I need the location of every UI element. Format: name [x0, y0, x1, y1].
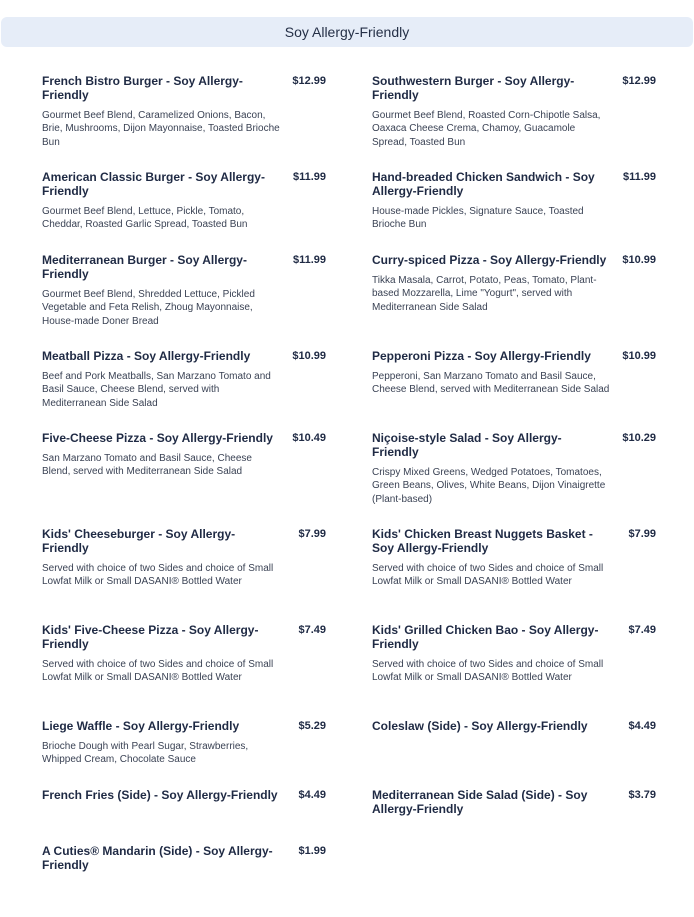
- item-description: Brioche Dough with Pearl Sugar, Strawberries, Whipped Cream, Chocolate Sauce: [42, 741, 249, 766]
- menu-item[interactable]: [372, 253, 656, 349]
- item-name: Meatball Pizza - Soy Allergy-Friendly: [42, 349, 251, 363]
- item-name: A Cuties® Mandarin (Side) - Soy Allergy-Friendly: [42, 844, 273, 872]
- item-description: Served with choice of two Sides and choice of Small Lowfat Milk or Small DASANI® Bottled Water: [372, 563, 604, 588]
- item-price: $10.49: [292, 432, 326, 444]
- menu-item[interactable]: [42, 431, 326, 527]
- section-header: [1, 17, 693, 47]
- item-name: American Classic Burger - Soy Allergy-Friendly: [42, 170, 265, 198]
- item-name: Hand-breaded Chicken Sandwich - Soy Allergy-Friendly: [372, 170, 595, 198]
- item-description: Crispy Mixed Greens, Wedged Potatoes, Tomatoes, Green Beans, Olives, White Beans, Dijon Vinaigrette (Plant-based): [372, 467, 606, 505]
- item-price: $11.99: [292, 171, 326, 183]
- item-name: Niçoise-style Salad - Soy Allergy-Friendly: [372, 431, 562, 459]
- menu-item[interactable]: [372, 74, 656, 170]
- item-description: Pepperoni, San Marzano Tomato and Basil Sauce, Cheese Blend, served with Mediterranean Side Salad: [372, 371, 610, 396]
- item-price: $11.99: [292, 254, 326, 266]
- item-description: San Marzano Tomato and Basil Sauce, Cheese Blend, served with Mediterranean Side Salad: [42, 453, 252, 478]
- item-name: French Bistro Burger - Soy Allergy-Friendly: [42, 74, 243, 102]
- item-description: Gourmet Beef Blend, Shredded Lettuce, Pickled Vegetable and Feta Relish, Zhoug Mayonnaise, House-made Doner Bread: [42, 289, 255, 327]
- item-name: Kids' Five-Cheese Pizza - Soy Allergy-Friendly: [42, 623, 259, 651]
- item-price: $10.99: [622, 350, 656, 362]
- menu-item[interactable]: [42, 349, 326, 431]
- item-price: $7.49: [298, 624, 326, 636]
- menu-item[interactable]: [42, 74, 326, 170]
- item-name: French Fries (Side) - Soy Allergy-Friendly: [42, 788, 278, 802]
- item-name: Kids' Chicken Breast Nuggets Basket - Soy Allergy-Friendly: [372, 527, 593, 555]
- menu-item[interactable]: [42, 253, 326, 349]
- item-name: Curry-spiced Pizza - Soy Allergy-Friendly: [372, 253, 607, 267]
- item-name: Kids' Grilled Chicken Bao - Soy Allergy-Friendly: [372, 623, 599, 651]
- item-price: $4.49: [298, 789, 326, 801]
- item-price: $7.99: [298, 528, 326, 540]
- item-description: Served with choice of two Sides and choice of Small Lowfat Milk or Small DASANI® Bottled Water: [42, 563, 274, 588]
- item-name: Southwestern Burger - Soy Allergy-Friendly: [372, 74, 575, 102]
- item-price: $12.99: [622, 75, 656, 87]
- menu-item[interactable]: [372, 170, 656, 253]
- item-name: Coleslaw (Side) - Soy Allergy-Friendly: [372, 719, 588, 733]
- item-description: Gourmet Beef Blend, Roasted Corn-Chipotle Salsa, Oaxaca Cheese Crema, Chamoy, Guacamole Spread, Toasted Bun: [372, 110, 601, 148]
- item-description: Served with choice of two Sides and choice of Small Lowfat Milk or Small DASANI® Bottled Water: [42, 659, 274, 684]
- menu-item[interactable]: [372, 527, 656, 623]
- menu-item[interactable]: [42, 170, 326, 253]
- item-price: $10.99: [622, 254, 656, 266]
- menu-item[interactable]: [42, 788, 326, 844]
- item-name: Pepperoni Pizza - Soy Allergy-Friendly: [372, 349, 591, 363]
- menu-item[interactable]: [42, 844, 326, 884]
- item-price: $10.29: [622, 432, 656, 444]
- item-name: Mediterranean Side Salad (Side) - Soy Allergy-Friendly: [372, 788, 588, 816]
- item-description: Gourmet Beef Blend, Caramelized Onions, Bacon, Brie, Mushrooms, Dijon Mayonnaise, Toasted Brioche Bun: [42, 110, 280, 148]
- item-description: Tikka Masala, Carrot, Potato, Peas, Tomato, Plant-based Mozzarella, Lime "Yogurt", served with Mediterranean Side Salad: [372, 275, 597, 313]
- item-name: Liege Waffle - Soy Allergy-Friendly: [42, 719, 240, 733]
- item-price: $4.49: [628, 720, 656, 732]
- item-price: $7.99: [628, 528, 656, 540]
- item-description: House-made Pickles, Signature Sauce, Toasted Brioche Bun: [372, 206, 584, 231]
- item-price: $12.99: [292, 75, 326, 87]
- menu-item[interactable]: [42, 719, 326, 788]
- menu-item[interactable]: [372, 719, 656, 788]
- menu-item[interactable]: [372, 349, 656, 431]
- item-price: $10.99: [292, 350, 326, 362]
- item-price: $11.99: [622, 171, 656, 183]
- item-description: Gourmet Beef Blend, Lettuce, Pickle, Tomato, Cheddar, Roasted Garlic Spread, Toasted Bun: [42, 206, 248, 231]
- menu-item[interactable]: [372, 623, 656, 719]
- item-description: Served with choice of two Sides and choice of Small Lowfat Milk or Small DASANI® Bottled Water: [372, 659, 604, 684]
- menu-item[interactable]: [372, 788, 656, 844]
- menu-item[interactable]: [42, 527, 326, 623]
- section-title: Soy Allergy-Friendly: [284, 24, 410, 40]
- item-description: Beef and Pork Meatballs, San Marzano Tomato and Basil Sauce, Cheese Blend, served with Mediterranean Side Salad: [42, 371, 271, 409]
- item-name: Five-Cheese Pizza - Soy Allergy-Friendly: [42, 431, 273, 445]
- item-name: Mediterranean Burger - Soy Allergy-Friendly: [42, 253, 247, 281]
- item-price: $5.29: [298, 720, 326, 732]
- item-price: $7.49: [628, 624, 656, 636]
- item-price: $3.79: [628, 789, 656, 801]
- menu-item[interactable]: [372, 431, 656, 527]
- menu-item[interactable]: [42, 623, 326, 719]
- item-price: $1.99: [298, 845, 326, 857]
- item-name: Kids' Cheeseburger - Soy Allergy-Friendly: [42, 527, 236, 555]
- menu-grid: [42, 74, 660, 884]
